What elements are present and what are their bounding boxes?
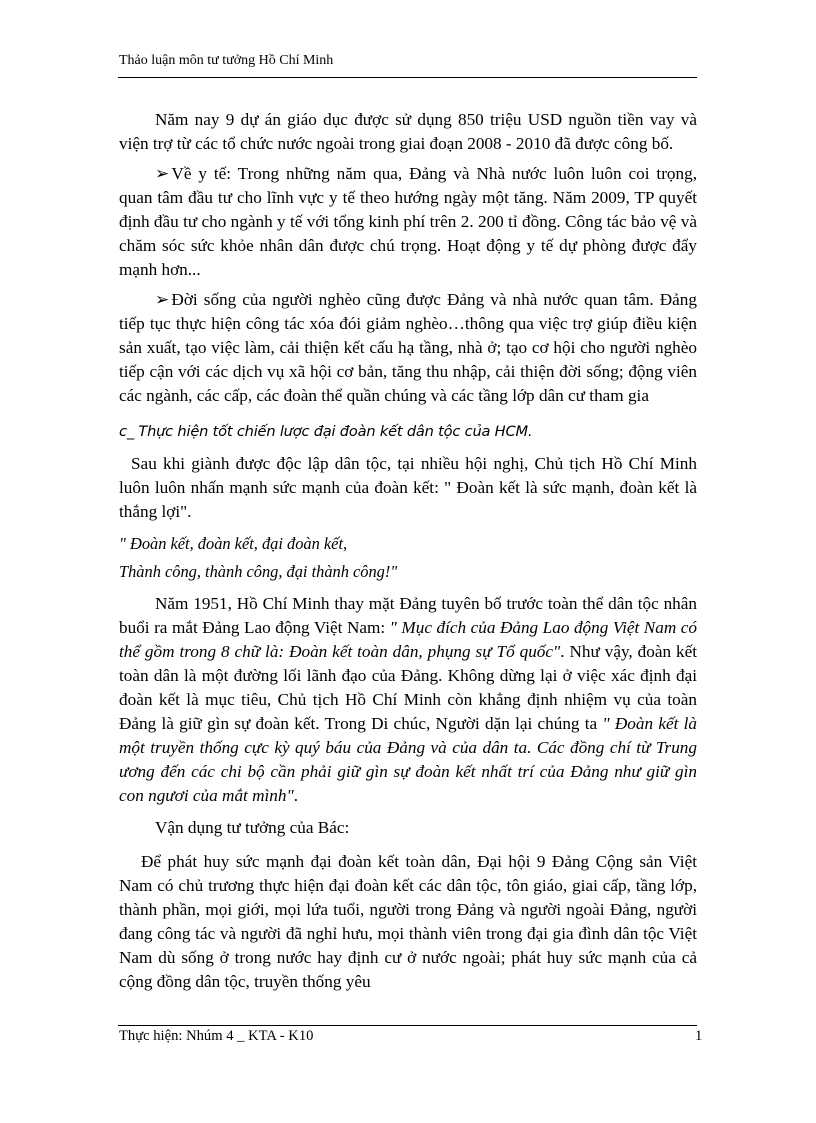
paragraph-poverty xyxy=(119,288,697,408)
paragraph-healthcare-text: Về y tế: Trong những năm qua, Đảng và Nhà nước luôn luôn coi trọng, quan tâm đầu tư cho lĩnh vực y tế theo hướng ngày một tăng. Năm 2009, TP quyết định đầu tư cho ngành y tế với tổng kinh phí trên 2. 200 tỉ đồng. Công tác bảo vệ và chăm sóc sức khỏe nhân dân được chú trọng. Hoạt động y tế dự phòng được đẩy mạnh hơn... xyxy=(119,164,697,279)
paragraph-solidarity: Sau khi giành được độc lập dân tộc, tại nhiều hội nghị, Chủ tịch Hồ Chí Minh luôn luôn nhấn mạnh sức mạnh của đoàn kết: " Đoàn kết là sức mạnh, đoàn kết là thắng lợi". xyxy=(119,454,697,521)
footer-divider xyxy=(118,1025,697,1026)
verse-line-1: " Đoàn kết, đoàn kết, đại đoàn kết, xyxy=(119,534,348,553)
arrow-bullet-icon: ➢ xyxy=(155,290,170,309)
arrow-bullet-icon: ➢ xyxy=(155,164,170,183)
section-heading: c_ Thực hiện tốt chiến lược đại đoàn kết dân tộc của HCM. xyxy=(119,423,533,440)
quote-testament: " Đoàn kết là một truyền thống cực kỳ quý báu của Đảng và của dân ta. Các đồng chí từ Trung ương đến các chi bộ cần phải giữ gìn sự đoàn kết nhất trí của Đảng như giữ gìn con ngươi của mắt mình" xyxy=(119,714,697,805)
paragraph-healthcare xyxy=(119,162,697,282)
page-header-title: Thảo luận môn tư tưởng Hồ Chí Minh xyxy=(119,53,334,68)
footer-credit: Thực hiện: Nhúm 4 _ KTA - K10 xyxy=(119,1028,314,1044)
paragraph-1951-text-a: Năm 1951, Hồ Chí Minh thay mặt Đảng tuyên bố trước toàn thể dân tộc nhân buổi ra mắt Đảng Lao động Việt Nam: xyxy=(119,594,697,637)
paragraph-1951 xyxy=(119,592,697,808)
verse-line-2: Thành công, thành công, đại thành công!" xyxy=(119,562,398,581)
page-number: 1 xyxy=(695,1028,703,1044)
paragraph-education: Năm nay 9 dự án giáo dục được sử dụng 850 triệu USD nguồn tiền vay và viện trợ từ các tổ chức nước ngoài trong giai đoạn 2008 - 2010 đã được công bố. xyxy=(119,110,697,153)
paragraph-application-heading: Vận dụng tư tưởng của Bác: xyxy=(155,818,350,837)
quote-party-purpose: " Mục đích của Đảng Lao động Việt Nam có thể gồm trong 8 chữ là: Đoàn kết toàn dân, phụng sự Tổ quốc" xyxy=(119,618,697,661)
document-body xyxy=(119,108,697,994)
paragraph-poverty-text: Đời sống của người nghèo cũng được Đảng và nhà nước quan tâm. Đảng tiếp tục thực hiện công tác xóa đói giảm nghèo…thông qua việc trợ giúp điều kiện sản xuất, tạo việc làm, cải thiện kết cấu hạ tầng, nhà ở; tạo cơ hội cho người nghèo tiếp cận với các dịch vụ xã hội cơ bản, tăng thu nhập, cải thiện đời sống; động viên các ngành, các cấp, các đoàn thể quần chúng và các tầng lớp dân cư tham gia xyxy=(119,290,697,405)
header-divider xyxy=(118,77,697,78)
paragraph-1951-text-b: . Như vậy, đoàn kết toàn dân là một đường lối lãnh đạo của Đảng. Không dừng lại ở việc xác định đại đoàn kết là mục tiêu, Chủ tịch Hồ Chí Minh còn khẳng định nhiệm vụ của toàn Đảng là giữ gìn sự đoàn kết. Trong Di chúc, Người dặn lại chúng ta xyxy=(119,642,697,733)
paragraph-congress: Để phát huy sức mạnh đại đoàn kết toàn dân, Đại hội 9 Đảng Cộng sản Việt Nam có chủ trương thực hiện đại đoàn kết các dân tộc, tôn giáo, giai cấp, tầng lớp, thành phần, mọi giới, mọi lứa tuổi, người trong Đảng và người ngoài Đảng, người đang công tác và người đã nghỉ hưu, mọi thành viên trong đại gia đình dân tộc Việt Nam dù sống ở trong nước hay định cư ở nước ngoài; phát huy sức mạnh của cả cộng đồng dân tộc, truyền thống yêu xyxy=(119,852,697,991)
paragraph-1951-text-c: . xyxy=(293,786,299,805)
